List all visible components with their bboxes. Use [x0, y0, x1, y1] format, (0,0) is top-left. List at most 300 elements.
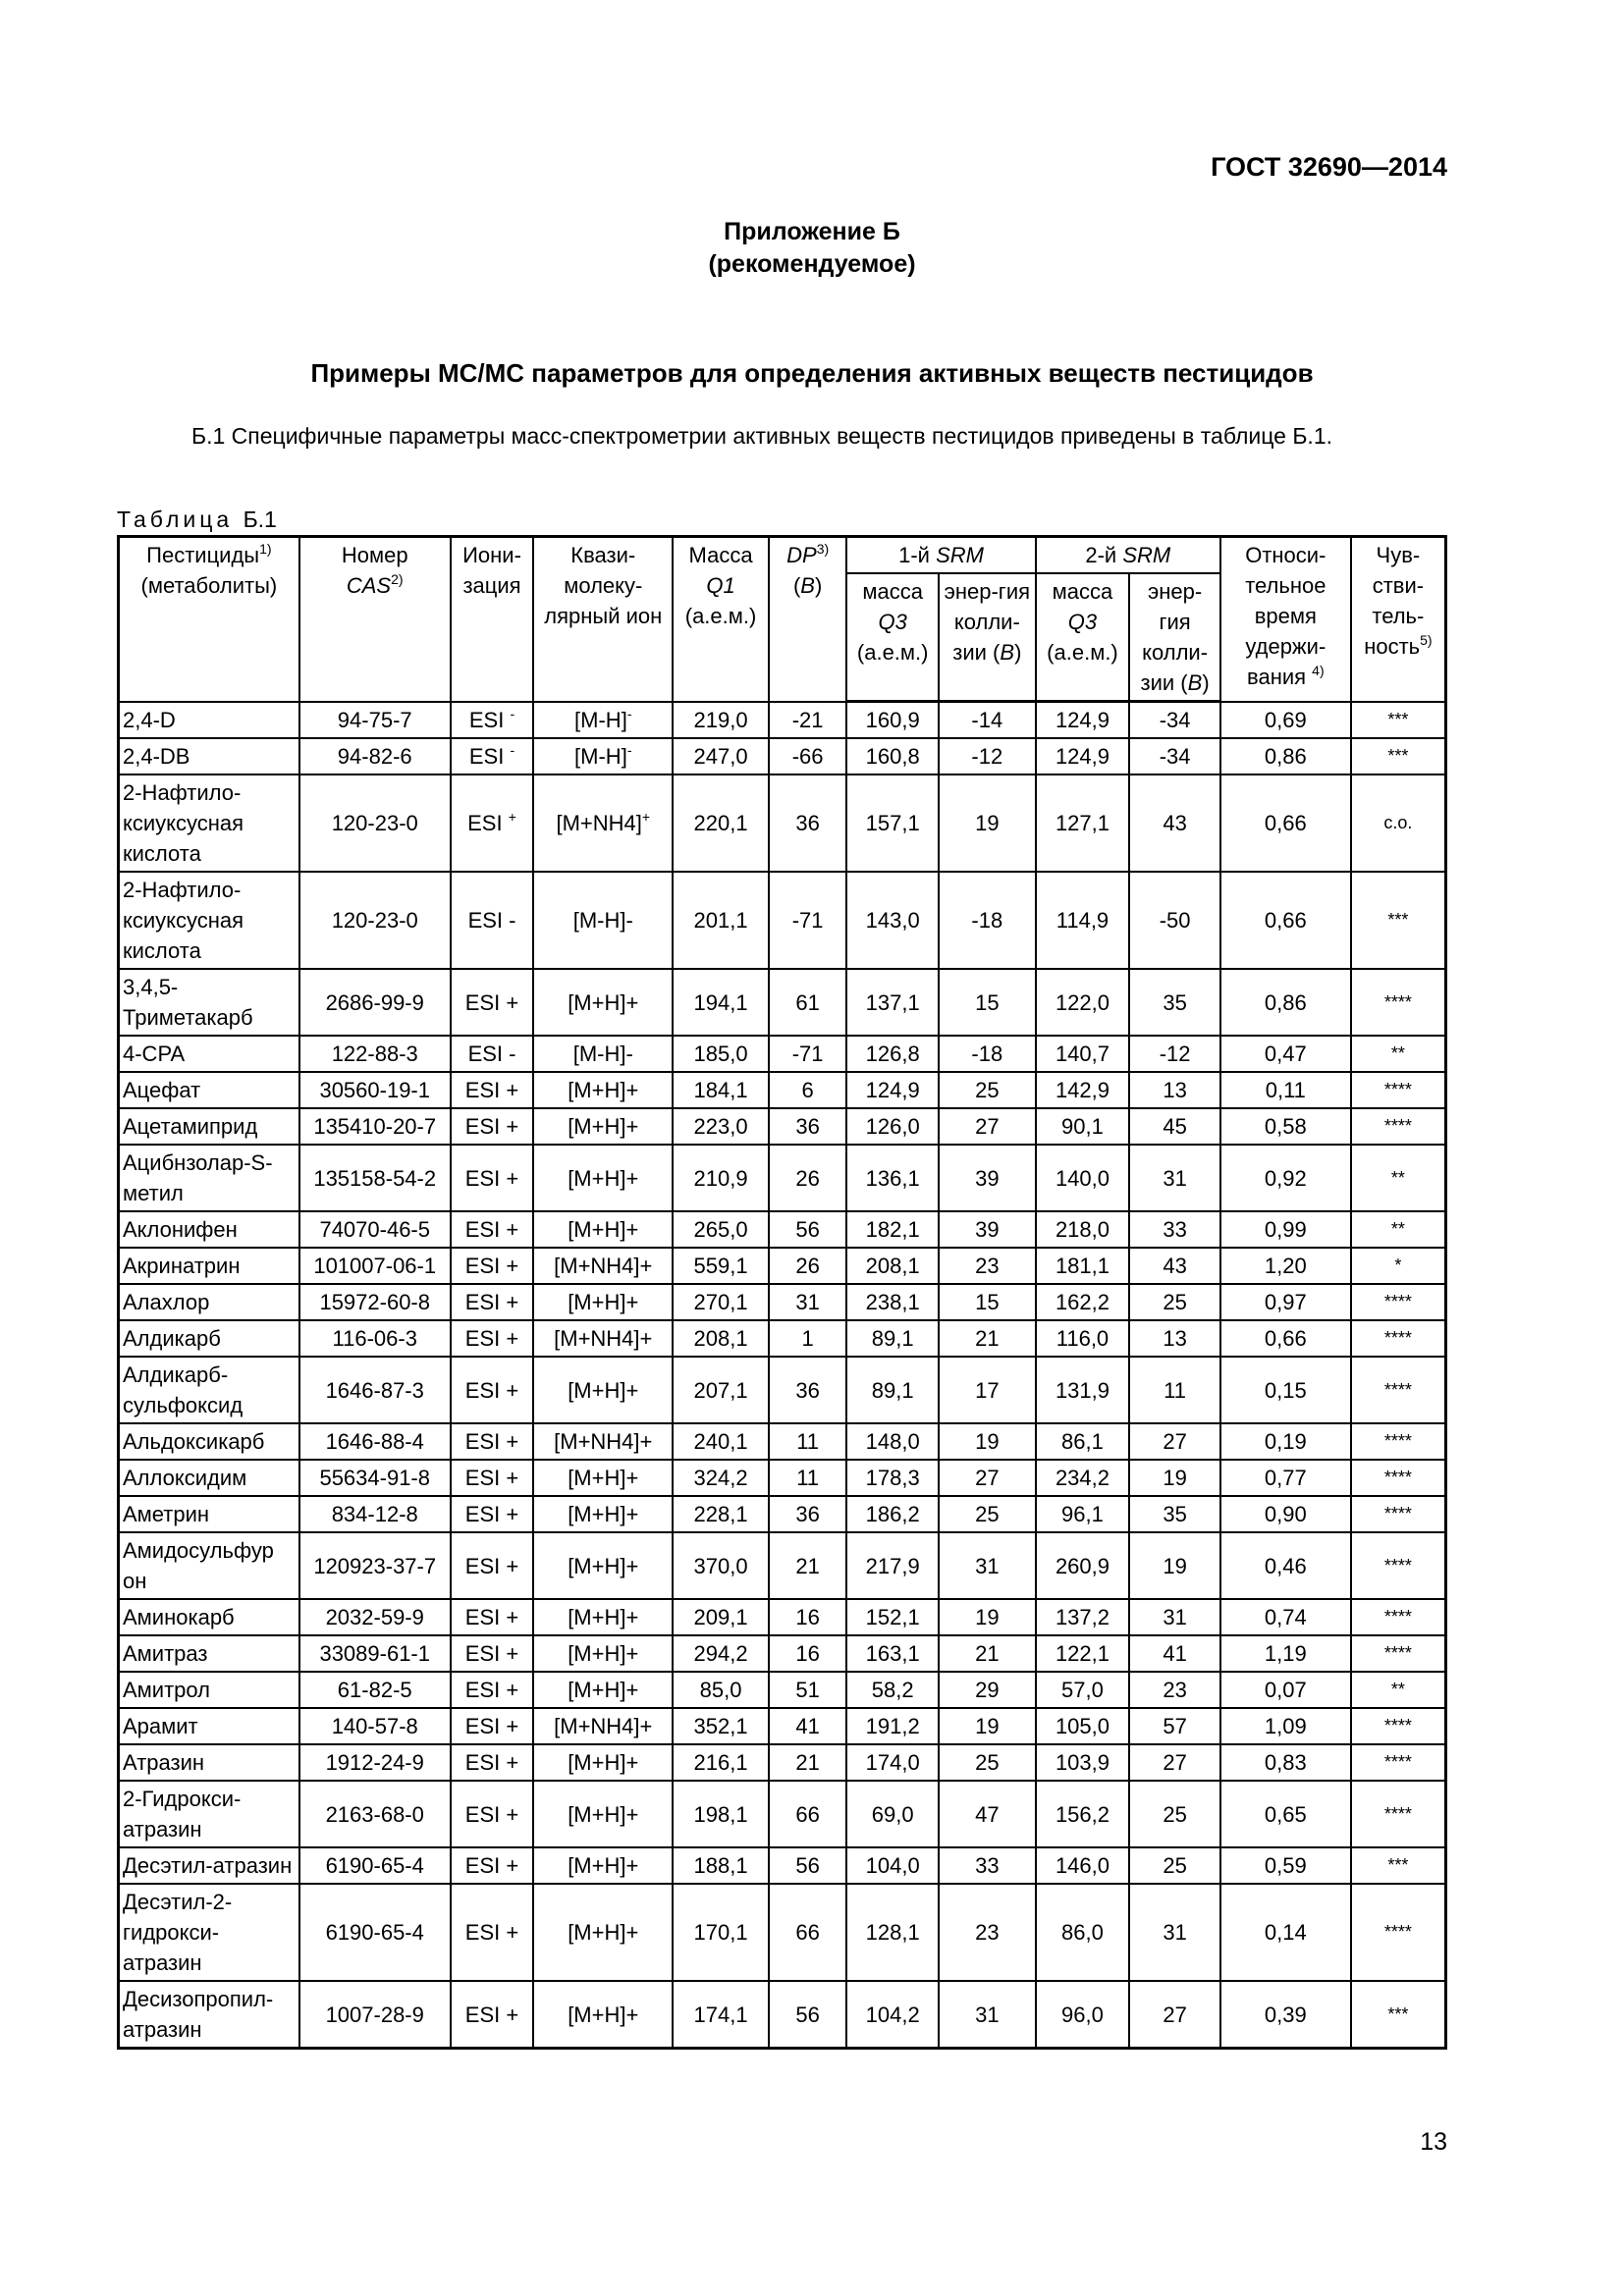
cell-pesticide: Акринатрин	[119, 1248, 299, 1284]
cell-srm2-energy: 35	[1129, 1496, 1220, 1532]
cell-quasi-ion: [M-H]-	[533, 1036, 673, 1072]
table-row	[119, 1981, 1446, 2049]
cell-cas: 2032-59-9	[299, 1599, 451, 1635]
cell-srm2-energy: 19	[1129, 1532, 1220, 1599]
cell-srm2-q3: 86,1	[1036, 1423, 1130, 1460]
cell-q1: 216,1	[673, 1744, 769, 1781]
cell-pesticide: Алахлор	[119, 1284, 299, 1320]
cell-sensitivity: ****	[1351, 1320, 1446, 1357]
page-number: 13	[1420, 2128, 1447, 2156]
cell-srm1-energy: 19	[939, 1423, 1036, 1460]
cell-pesticide: Ацетамиприд	[119, 1108, 299, 1145]
table-row	[119, 1211, 1446, 1248]
cell-retention: 0,83	[1220, 1744, 1351, 1781]
cell-srm1-q3: 186,2	[846, 1496, 939, 1532]
cell-srm2-q3: 260,9	[1036, 1532, 1130, 1599]
cell-pesticide: Десэтил-2-гидрокси-атразин	[119, 1884, 299, 1981]
table-row	[119, 1284, 1446, 1320]
cell-dp: 11	[769, 1460, 847, 1496]
cell-q1: 209,1	[673, 1599, 769, 1635]
cell-srm1-q3: 104,0	[846, 1847, 939, 1884]
cell-ionization: ESI +	[451, 1532, 534, 1599]
cell-sensitivity: ****	[1351, 1423, 1446, 1460]
cell-srm1-energy: 19	[939, 1708, 1036, 1744]
table-row	[119, 1460, 1446, 1496]
cell-sensitivity: ****	[1351, 969, 1446, 1036]
cell-sensitivity: ***	[1351, 1847, 1446, 1884]
cell-pesticide: 2-Нафтило-ксиуксусная кислота	[119, 872, 299, 969]
cell-srm1-q3: 152,1	[846, 1599, 939, 1635]
cell-ionization: ESI +	[451, 1635, 534, 1672]
cell-ionization: ESI -	[451, 872, 534, 969]
table-row	[119, 969, 1446, 1036]
cell-ionization: ESI +	[451, 1072, 534, 1108]
cell-srm2-q3: 122,0	[1036, 969, 1130, 1036]
header-cas: Номер CAS$^{2)}$	[299, 537, 451, 702]
cell-quasi-ion: [M-H]-	[533, 702, 673, 739]
cell-srm2-q3: 234,2	[1036, 1460, 1130, 1496]
cell-cas: 135410-20-7	[299, 1108, 451, 1145]
cell-ionization: ESI +	[451, 1145, 534, 1211]
cell-cas: 94-75-7	[299, 702, 451, 739]
cell-ionization: ESI +	[451, 1357, 534, 1423]
cell-ionization: ESI +	[451, 1248, 534, 1284]
cell-q1: 174,1	[673, 1981, 769, 2049]
cell-q1: 223,0	[673, 1108, 769, 1145]
cell-dp: 56	[769, 1847, 847, 1884]
cell-dp: 56	[769, 1981, 847, 2049]
cell-srm2-energy: 43	[1129, 1248, 1220, 1284]
cell-sensitivity: ****	[1351, 1460, 1446, 1496]
cell-srm2-energy: -34	[1129, 738, 1220, 774]
cell-srm2-energy: 25	[1129, 1781, 1220, 1847]
cell-quasi-ion: [M+H]+	[533, 1108, 673, 1145]
table-row	[119, 1320, 1446, 1357]
header-dp: DP$^{3)}$ (B)	[769, 537, 847, 702]
cell-dp: 36	[769, 1357, 847, 1423]
cell-pesticide: 2,4-DB	[119, 738, 299, 774]
cell-cas: 55634-91-8	[299, 1460, 451, 1496]
cell-retention: 0,65	[1220, 1781, 1351, 1847]
cell-srm2-q3: 122,1	[1036, 1635, 1130, 1672]
cell-cas: 1912-24-9	[299, 1744, 451, 1781]
cell-dp: 1	[769, 1320, 847, 1357]
table-caption-number: Б.1	[243, 507, 277, 532]
cell-q1: 198,1	[673, 1781, 769, 1847]
cell-srm2-energy: 11	[1129, 1357, 1220, 1423]
cell-retention: 0,97	[1220, 1284, 1351, 1320]
cell-srm2-energy: 41	[1129, 1635, 1220, 1672]
cell-cas: 101007-06-1	[299, 1248, 451, 1284]
cell-srm2-q3: 140,7	[1036, 1036, 1130, 1072]
header-sensitivity: Чув-стви-тель-ность$^{5)}$	[1351, 537, 1446, 702]
cell-cas: 140-57-8	[299, 1708, 451, 1744]
cell-retention: 0,39	[1220, 1981, 1351, 2049]
cell-dp: -21	[769, 702, 847, 739]
cell-srm1-q3: 124,9	[846, 1072, 939, 1108]
table-row	[119, 1145, 1446, 1211]
cell-pesticide: Десэтил-атразин	[119, 1847, 299, 1884]
cell-quasi-ion: [M+H]+	[533, 1884, 673, 1981]
cell-cas: 30560-19-1	[299, 1072, 451, 1108]
cell-srm1-q3: 238,1	[846, 1284, 939, 1320]
cell-ionization: ESI +	[451, 1672, 534, 1708]
cell-srm2-energy: 19	[1129, 1460, 1220, 1496]
cell-q1: 352,1	[673, 1708, 769, 1744]
cell-srm2-q3: 90,1	[1036, 1108, 1130, 1145]
cell-dp: 51	[769, 1672, 847, 1708]
cell-srm1-energy: 31	[939, 1981, 1036, 2049]
cell-sensitivity: ****	[1351, 1781, 1446, 1847]
header-srm1-mass-q3: масса Q3 (а.е.м.)	[846, 573, 939, 702]
cell-ionization: ESI +	[451, 1744, 534, 1781]
table-row	[119, 1708, 1446, 1744]
cell-sensitivity: ****	[1351, 1072, 1446, 1108]
cell-retention: 0,66	[1220, 774, 1351, 872]
cell-srm1-q3: 126,8	[846, 1036, 939, 1072]
table-header-row-1	[119, 537, 1446, 574]
cell-retention: 0,59	[1220, 1847, 1351, 1884]
cell-dp: 31	[769, 1284, 847, 1320]
cell-cas: 61-82-5	[299, 1672, 451, 1708]
cell-retention: 0,11	[1220, 1072, 1351, 1108]
cell-srm1-q3: 208,1	[846, 1248, 939, 1284]
cell-dp: 66	[769, 1781, 847, 1847]
cell-quasi-ion: [M+H]+	[533, 1981, 673, 2049]
cell-pesticide: Амидосульфур он	[119, 1532, 299, 1599]
cell-cas: 122-88-3	[299, 1036, 451, 1072]
cell-srm2-q3: 146,0	[1036, 1847, 1130, 1884]
cell-srm1-energy: 33	[939, 1847, 1036, 1884]
cell-sensitivity: ****	[1351, 1357, 1446, 1423]
table-caption-label: Таблица	[117, 507, 234, 532]
cell-quasi-ion: [M+H]+	[533, 1635, 673, 1672]
cell-quasi-ion: [M+H]+	[533, 1072, 673, 1108]
cell-pesticide: 2-Гидрокси-атразин	[119, 1781, 299, 1847]
cell-srm2-energy: 25	[1129, 1284, 1220, 1320]
cell-q1: 270,1	[673, 1284, 769, 1320]
cell-quasi-ion: [M+H]+	[533, 1357, 673, 1423]
intro-paragraph: Б.1 Специфичные параметры масс-спектрометрии активных веществ пестицидов приведены в таблице Б.1.	[191, 423, 1333, 449]
cell-srm2-q3: 137,2	[1036, 1599, 1130, 1635]
cell-srm2-energy: 35	[1129, 969, 1220, 1036]
cell-ionization: ESI +	[451, 1211, 534, 1248]
cell-sensitivity: ****	[1351, 1635, 1446, 1672]
cell-cas: 135158-54-2	[299, 1145, 451, 1211]
document-title: Примеры МС/МС параметров для определения активных веществ пестицидов	[310, 358, 1314, 388]
cell-dp: -66	[769, 738, 847, 774]
cell-sensitivity: **	[1351, 1145, 1446, 1211]
cell-sensitivity: ****	[1351, 1744, 1446, 1781]
cell-retention: 0,69	[1220, 702, 1351, 739]
cell-dp: 41	[769, 1708, 847, 1744]
cell-srm2-q3: 105,0	[1036, 1708, 1130, 1744]
cell-sensitivity: ***	[1351, 1981, 1446, 2049]
cell-srm1-energy: 17	[939, 1357, 1036, 1423]
cell-quasi-ion: [M+NH4]+	[533, 1320, 673, 1357]
cell-srm2-energy: 57	[1129, 1708, 1220, 1744]
cell-ionization: ESI +	[451, 1108, 534, 1145]
cell-srm2-energy: 31	[1129, 1884, 1220, 1981]
cell-srm1-q3: 69,0	[846, 1781, 939, 1847]
cell-quasi-ion: [M+NH4]+	[533, 774, 673, 872]
cell-retention: 0,66	[1220, 1320, 1351, 1357]
cell-quasi-ion: [M+NH4]+	[533, 1248, 673, 1284]
cell-srm2-q3: 131,9	[1036, 1357, 1130, 1423]
cell-q1: 265,0	[673, 1211, 769, 1248]
cell-sensitivity: **	[1351, 1036, 1446, 1072]
cell-srm1-energy: 47	[939, 1781, 1036, 1847]
cell-retention: 0,47	[1220, 1036, 1351, 1072]
cell-pesticide: 3,4,5-Триметакарб	[119, 969, 299, 1036]
cell-srm1-q3: 148,0	[846, 1423, 939, 1460]
cell-sensitivity: ****	[1351, 1884, 1446, 1981]
cell-srm1-q3: 89,1	[846, 1320, 939, 1357]
cell-pesticide: 4-CPA	[119, 1036, 299, 1072]
table-row	[119, 702, 1446, 739]
cell-srm2-q3: 57,0	[1036, 1672, 1130, 1708]
cell-q1: 559,1	[673, 1248, 769, 1284]
cell-q1: 201,1	[673, 872, 769, 969]
cell-dp: -71	[769, 872, 847, 969]
table-row	[119, 1532, 1446, 1599]
table-row	[119, 1423, 1446, 1460]
cell-srm1-q3: 163,1	[846, 1635, 939, 1672]
table-row	[119, 1672, 1446, 1708]
cell-dp: -71	[769, 1036, 847, 1072]
cell-cas: 1007-28-9	[299, 1981, 451, 2049]
cell-srm1-energy: -18	[939, 1036, 1036, 1072]
cell-srm1-energy: 21	[939, 1320, 1036, 1357]
cell-sensitivity: ****	[1351, 1599, 1446, 1635]
cell-srm2-energy: 25	[1129, 1847, 1220, 1884]
cell-srm2-energy: 27	[1129, 1981, 1220, 2049]
header-srm2-mass-q3: масса Q3 (а.е.м.)	[1036, 573, 1130, 702]
header-mass-q1: Масса Q1 (а.е.м.)	[673, 537, 769, 702]
cell-srm1-q3: 126,0	[846, 1108, 939, 1145]
table-row	[119, 1635, 1446, 1672]
cell-srm2-q3: 86,0	[1036, 1884, 1130, 1981]
cell-srm1-q3: 182,1	[846, 1211, 939, 1248]
cell-ionization: ESI +	[451, 774, 534, 872]
cell-retention: 0,46	[1220, 1532, 1351, 1599]
cell-srm1-energy: 31	[939, 1532, 1036, 1599]
cell-cas: 1646-88-4	[299, 1423, 451, 1460]
cell-srm1-q3: 174,0	[846, 1744, 939, 1781]
cell-sensitivity: *	[1351, 1248, 1446, 1284]
cell-pesticide: 2,4-D	[119, 702, 299, 739]
cell-cas: 834-12-8	[299, 1496, 451, 1532]
cell-sensitivity: ****	[1351, 1108, 1446, 1145]
cell-cas: 6190-65-4	[299, 1847, 451, 1884]
cell-srm2-q3: 103,9	[1036, 1744, 1130, 1781]
cell-quasi-ion: [M+H]+	[533, 1284, 673, 1320]
cell-srm1-q3: 178,3	[846, 1460, 939, 1496]
header-pesticides: Пестициды$^{1)}$ (метаболиты)	[119, 537, 299, 702]
cell-sensitivity: с.о.	[1351, 774, 1446, 872]
cell-cas: 74070-46-5	[299, 1211, 451, 1248]
cell-q1: 370,0	[673, 1532, 769, 1599]
cell-sensitivity: ****	[1351, 1532, 1446, 1599]
cell-quasi-ion: [M+H]+	[533, 1781, 673, 1847]
header-srm-2: 2-й SRM	[1036, 537, 1220, 574]
cell-srm2-energy: 31	[1129, 1145, 1220, 1211]
cell-srm2-energy: -50	[1129, 872, 1220, 969]
cell-pesticide: Аллоксидим	[119, 1460, 299, 1496]
cell-srm2-q3: 142,9	[1036, 1072, 1130, 1108]
cell-dp: 6	[769, 1072, 847, 1108]
cell-q1: 170,1	[673, 1884, 769, 1981]
cell-pesticide: Аметрин	[119, 1496, 299, 1532]
cell-srm1-q3: 217,9	[846, 1532, 939, 1599]
cell-srm2-q3: 140,0	[1036, 1145, 1130, 1211]
table-body	[119, 702, 1446, 2049]
cell-srm1-energy: -18	[939, 872, 1036, 969]
cell-dp: 66	[769, 1884, 847, 1981]
cell-cas: 6190-65-4	[299, 1884, 451, 1981]
cell-srm1-energy: 25	[939, 1072, 1036, 1108]
cell-sensitivity: ****	[1351, 1496, 1446, 1532]
cell-quasi-ion: [M+H]+	[533, 1599, 673, 1635]
table-row	[119, 872, 1446, 969]
cell-srm2-energy: 23	[1129, 1672, 1220, 1708]
cell-retention: 1,20	[1220, 1248, 1351, 1284]
cell-pesticide: Атразин	[119, 1744, 299, 1781]
cell-srm2-q3: 114,9	[1036, 872, 1130, 969]
header-retention-time: Относи-тельное время удержи-вания $^{4)}$	[1220, 537, 1351, 702]
cell-quasi-ion: [M+H]+	[533, 969, 673, 1036]
cell-srm2-energy: 13	[1129, 1320, 1220, 1357]
cell-srm1-q3: 191,2	[846, 1708, 939, 1744]
cell-sensitivity: ****	[1351, 1284, 1446, 1320]
header-srm-1: 1-й SRM	[846, 537, 1035, 574]
cell-pesticide: Альдоксикарб	[119, 1423, 299, 1460]
cell-sensitivity: ****	[1351, 1708, 1446, 1744]
cell-srm2-q3: 127,1	[1036, 774, 1130, 872]
cell-ionization: ESI +	[451, 1781, 534, 1847]
cell-cas: 116-06-3	[299, 1320, 451, 1357]
cell-q1: 210,9	[673, 1145, 769, 1211]
cell-cas: 1646-87-3	[299, 1357, 451, 1423]
cell-srm1-energy: 39	[939, 1211, 1036, 1248]
cell-srm1-energy: 29	[939, 1672, 1036, 1708]
cell-srm2-q3: 96,0	[1036, 1981, 1130, 2049]
cell-pesticide: Ацефат	[119, 1072, 299, 1108]
cell-dp: 21	[769, 1532, 847, 1599]
cell-cas: 120923-37-7	[299, 1532, 451, 1599]
cell-ionization: ESI +	[451, 1423, 534, 1460]
cell-dp: 36	[769, 774, 847, 872]
cell-ionization: ESI +	[451, 1460, 534, 1496]
cell-srm2-energy: 33	[1129, 1211, 1220, 1248]
cell-srm1-q3: 160,8	[846, 738, 939, 774]
cell-cas: 120-23-0	[299, 774, 451, 872]
cell-srm2-energy: 43	[1129, 774, 1220, 872]
cell-retention: 0,86	[1220, 969, 1351, 1036]
cell-srm1-energy: 21	[939, 1635, 1036, 1672]
cell-srm1-energy: 39	[939, 1145, 1036, 1211]
cell-retention: 0,92	[1220, 1145, 1351, 1211]
cell-srm1-q3: 128,1	[846, 1884, 939, 1981]
cell-quasi-ion: [M+H]+	[533, 1672, 673, 1708]
cell-ionization: ESI +	[451, 1599, 534, 1635]
cell-srm1-energy: 19	[939, 1599, 1036, 1635]
table-row	[119, 1496, 1446, 1532]
cell-srm1-energy: 19	[939, 774, 1036, 872]
cell-srm1-energy: 15	[939, 969, 1036, 1036]
table-row	[119, 1599, 1446, 1635]
cell-q1: 184,1	[673, 1072, 769, 1108]
cell-ionization: ESI -	[451, 738, 534, 774]
cell-pesticide: 2-Нафтило-ксиуксусная кислота	[119, 774, 299, 872]
cell-cas: 15972-60-8	[299, 1284, 451, 1320]
table-row	[119, 1744, 1446, 1781]
cell-pesticide: Амитрол	[119, 1672, 299, 1708]
cell-retention: 0,77	[1220, 1460, 1351, 1496]
cell-srm2-q3: 181,1	[1036, 1248, 1130, 1284]
cell-dp: 16	[769, 1599, 847, 1635]
cell-quasi-ion: [M+NH4]+	[533, 1708, 673, 1744]
cell-srm2-q3: 218,0	[1036, 1211, 1130, 1248]
cell-dp: 21	[769, 1744, 847, 1781]
cell-srm2-q3: 162,2	[1036, 1284, 1130, 1320]
cell-q1: 188,1	[673, 1847, 769, 1884]
cell-srm1-q3: 157,1	[846, 774, 939, 872]
cell-q1: 185,0	[673, 1036, 769, 1072]
cell-cas: 2686-99-9	[299, 969, 451, 1036]
table-row	[119, 738, 1446, 774]
cell-sensitivity: ***	[1351, 738, 1446, 774]
header-ionization: Иони-зация	[451, 537, 534, 702]
cell-quasi-ion: [M+NH4]+	[533, 1423, 673, 1460]
cell-pesticide: Алдикарб-сульфоксид	[119, 1357, 299, 1423]
cell-srm1-energy: 15	[939, 1284, 1036, 1320]
cell-ionization: ESI +	[451, 969, 534, 1036]
cell-srm2-energy: -34	[1129, 702, 1220, 739]
cell-dp: 61	[769, 969, 847, 1036]
cell-pesticide: Ацибнзолар-S-метил	[119, 1145, 299, 1211]
cell-dp: 36	[769, 1108, 847, 1145]
cell-srm2-q3: 96,1	[1036, 1496, 1130, 1532]
cell-ionization: ESI +	[451, 1884, 534, 1981]
cell-srm1-q3: 160,9	[846, 702, 939, 739]
cell-q1: 294,2	[673, 1635, 769, 1672]
cell-retention: 0,07	[1220, 1672, 1351, 1708]
cell-srm1-energy: -12	[939, 738, 1036, 774]
cell-srm1-energy: -14	[939, 702, 1036, 739]
cell-srm1-q3: 143,0	[846, 872, 939, 969]
cell-srm1-energy: 23	[939, 1884, 1036, 1981]
cell-quasi-ion: [M+H]+	[533, 1496, 673, 1532]
cell-quasi-ion: [M+H]+	[533, 1211, 673, 1248]
cell-q1: 194,1	[673, 969, 769, 1036]
cell-ionization: ESI -	[451, 702, 534, 739]
cell-srm2-energy: 45	[1129, 1108, 1220, 1145]
cell-quasi-ion: [M+H]+	[533, 1532, 673, 1599]
cell-srm2-q3: 116,0	[1036, 1320, 1130, 1357]
cell-retention: 0,58	[1220, 1108, 1351, 1145]
cell-srm1-energy: 25	[939, 1496, 1036, 1532]
cell-q1: 207,1	[673, 1357, 769, 1423]
table-row	[119, 1884, 1446, 1981]
cell-quasi-ion: [M-H]-	[533, 738, 673, 774]
cell-srm1-q3: 136,1	[846, 1145, 939, 1211]
cell-cas: 33089-61-1	[299, 1635, 451, 1672]
cell-srm2-q3: 124,9	[1036, 702, 1130, 739]
cell-ionization: ESI -	[451, 1036, 534, 1072]
cell-srm1-q3: 89,1	[846, 1357, 939, 1423]
cell-q1: 324,2	[673, 1460, 769, 1496]
